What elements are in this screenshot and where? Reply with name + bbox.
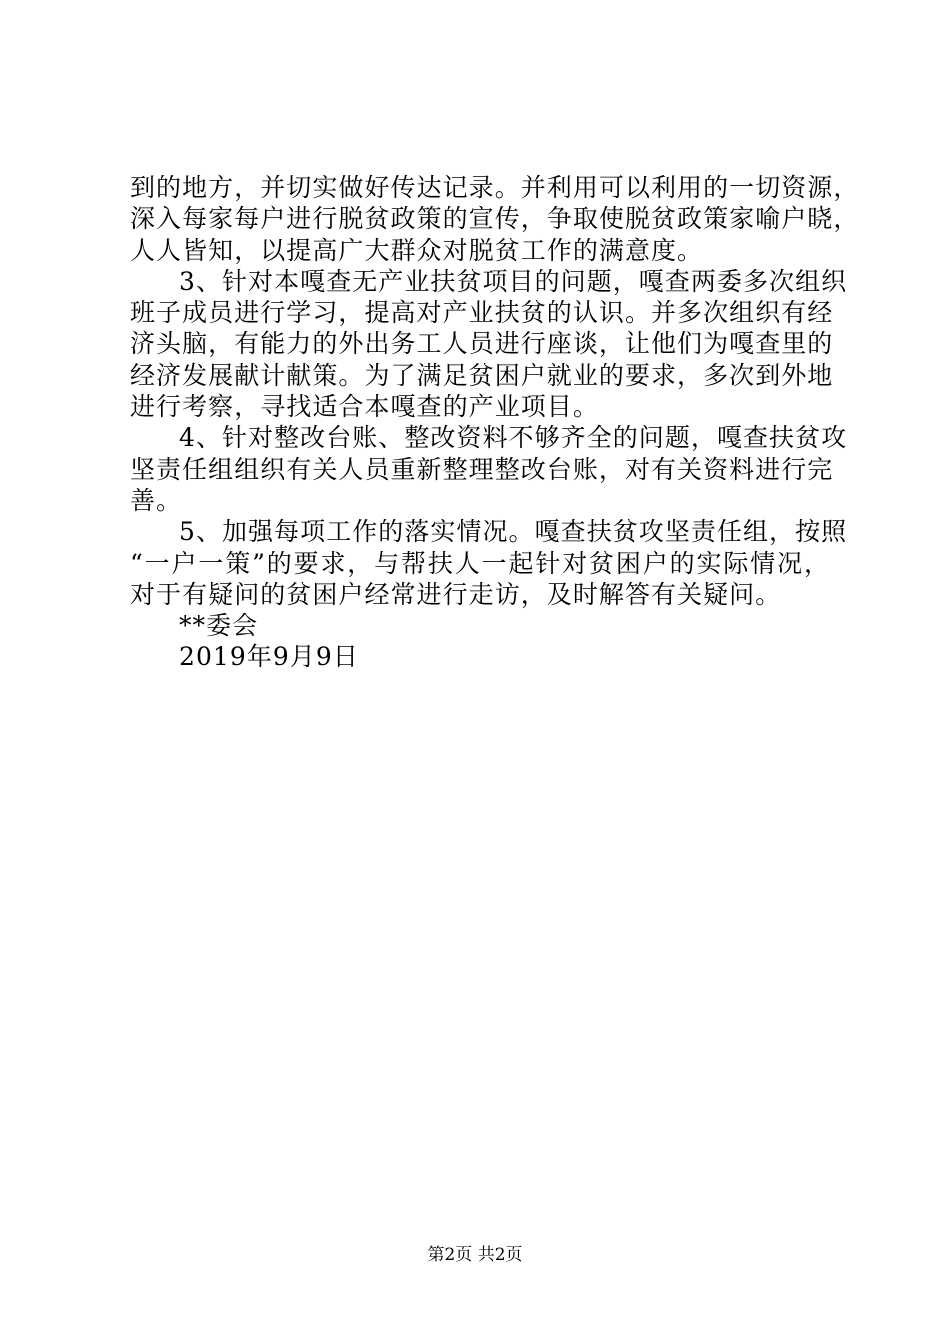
text-line: 到的地方，并切实做好传达记录。并利用可以利用的一切资源，	[130, 173, 860, 202]
text-line: 班子成员进行学习，提高对产业扶贫的认识。并多次组织有经	[130, 298, 834, 328]
signature-block	[130, 610, 830, 673]
text-line: 对于有疑问的贫困户经常进行走访，及时解答有关疑问。	[130, 579, 782, 609]
signature-org: **委会	[179, 611, 259, 641]
text-line: 坚责任组组织有关人员重新整理整改台账，对有关资料进行完	[130, 454, 834, 484]
text-line: 进行考察，寻找适合本嘎查的产业项目。	[130, 392, 599, 422]
page-footer	[0, 1240, 950, 1265]
text-line: 人人皆知，以提高广大群众对脱贫工作的满意度。	[130, 235, 704, 265]
signature-date: 2019年9月9日	[179, 642, 359, 672]
text-line: “一户一策”的要求，与帮扶人一起针对贫困户的实际情况，	[130, 548, 830, 578]
text-line: 济头脑，有能力的外出务工人员进行座谈，让他们为嘎查里的	[130, 329, 834, 359]
text-line: 善。	[130, 485, 183, 515]
paragraph-2	[130, 266, 848, 422]
document-body	[130, 172, 860, 673]
paragraph-4	[130, 516, 848, 610]
paragraph-3	[130, 422, 848, 516]
page-indicator: 第2页 共2页	[427, 1245, 523, 1265]
text-line: 经济发展献计献策。为了满足贫困户就业的要求，多次到外地	[130, 360, 834, 390]
text-line: 深入每家每户进行脱贫政策的宣传，争取使脱贫政策家喻户晓，	[130, 204, 860, 234]
text-line: 5、加强每项工作的落实情况。嘎查扶贫攻坚责任组，按照	[179, 517, 848, 547]
text-line: 3、针对本嘎查无产业扶贫项目的问题，嘎查两委多次组织	[179, 266, 848, 296]
text-line: 4、针对整改台账、整改资料不够齐全的问题，嘎查扶贫攻	[179, 423, 848, 453]
paragraph-1	[130, 172, 860, 266]
